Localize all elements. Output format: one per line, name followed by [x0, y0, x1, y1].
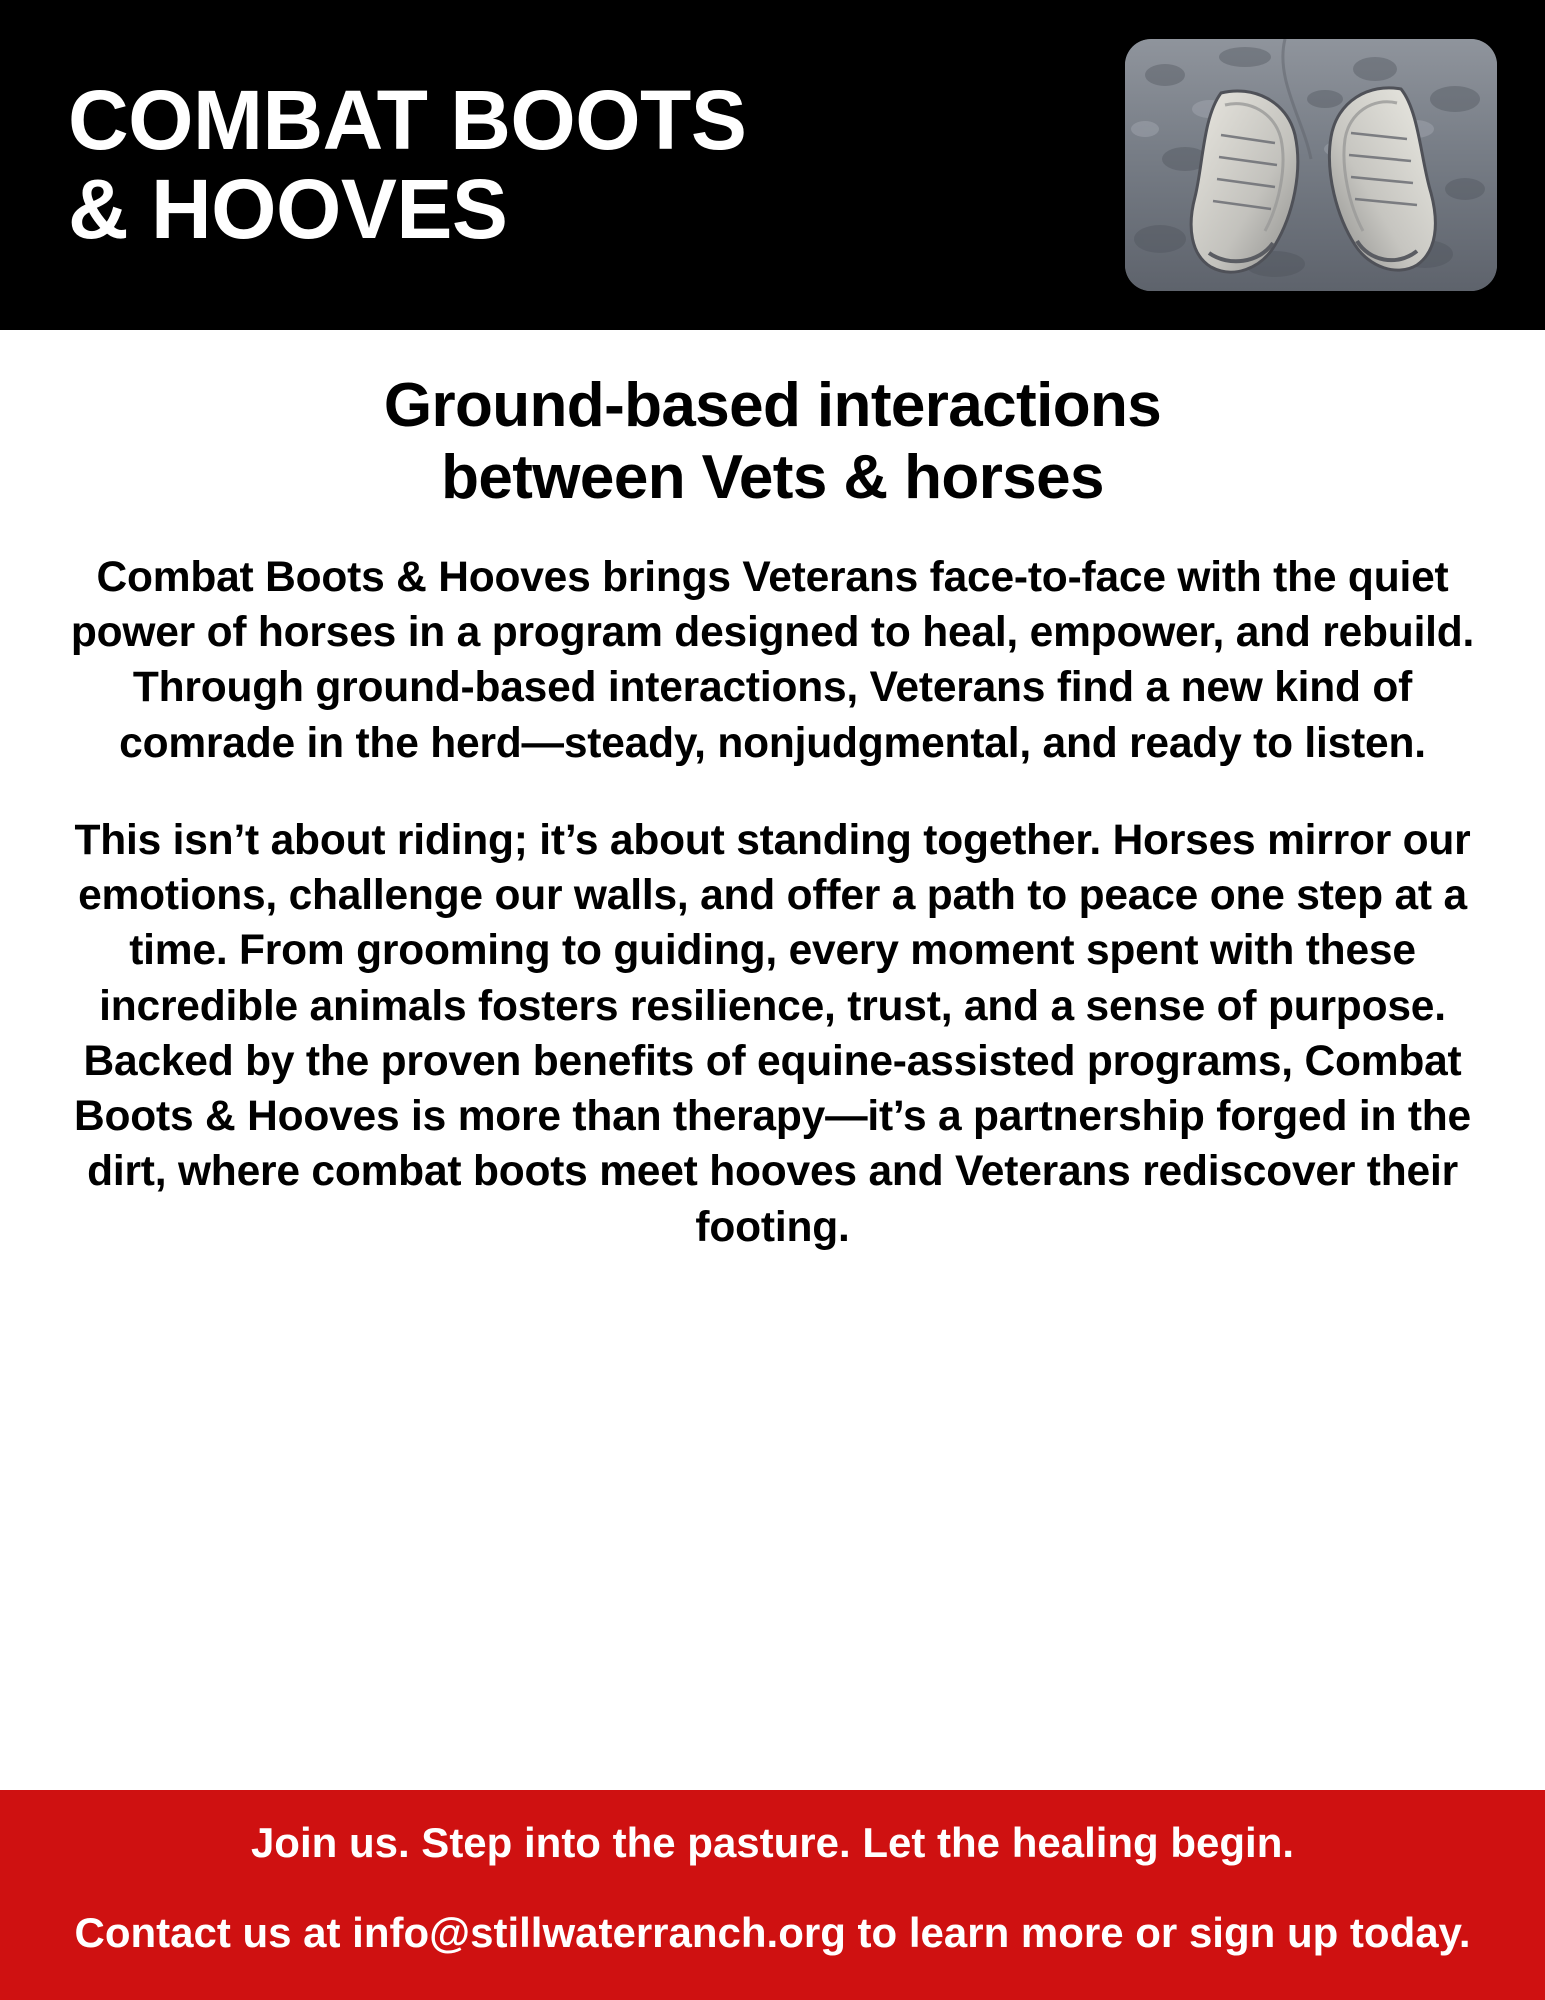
boots-in-pasture-photo	[1125, 39, 1497, 291]
subtitle	[0, 330, 1545, 524]
subtitle-line-1: Ground-based interactions	[383, 371, 1162, 440]
body-copy	[0, 524, 1545, 1255]
footer-band	[0, 1790, 1545, 2000]
header-band	[0, 0, 1545, 330]
page-title-line-2: & HOOVES	[68, 162, 508, 256]
page-title	[68, 72, 747, 256]
body-paragraph-2: This isn’t about riding; it’s about standing together. Horses mirror our emotions, challenge our walls, and offer a path to peace one step at a time. From grooming to guiding, every moment spent with these incredible animals fosters resilience, trust, and a sense of purpose. Backed by the proven benefits of equine-assisted programs, Combat Boots & Hooves is more than therapy—it’s a partnership forged in the dirt, where combat boots meet hooves and Veterans rediscover their footing.	[74, 816, 1471, 1251]
call-to-action-text: Join us. Step into the pasture. Let the healing begin.	[250, 1818, 1295, 1866]
subtitle-line-2: between Vets & horses	[441, 442, 1104, 512]
page-title-line-1: COMBAT BOOTS	[68, 72, 747, 167]
body-paragraph-1: Combat Boots & Hooves brings Veterans face-to-face with the quiet power of horses in a program designed to heal, empower, and rebuild. Through ground-based interactions, Veterans find a new kind of comrade in the herd—steady, nonjudgmental, and ready to listen.	[70, 553, 1475, 767]
photo-graphic	[1125, 39, 1497, 291]
contact-text: Contact us at info@stillwaterranch.org to learn more or sign up today.	[74, 1908, 1471, 1956]
